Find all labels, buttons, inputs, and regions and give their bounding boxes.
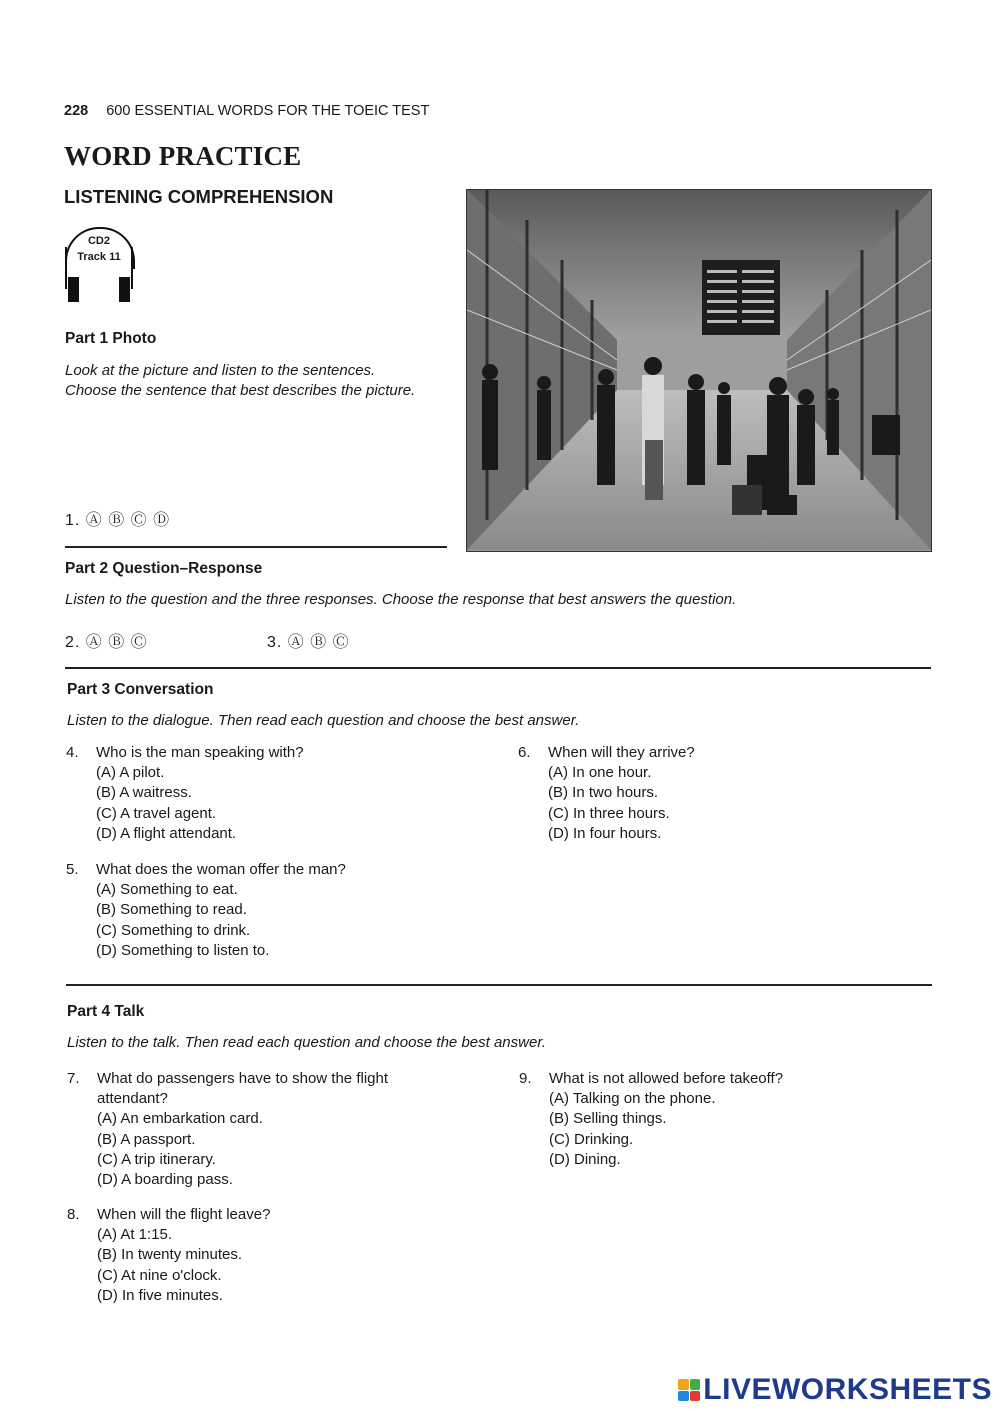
- question-text: Who is the man speaking with?: [96, 744, 304, 761]
- part3-instruction: Listen to the dialogue. Then read each question and choose the best answer.: [67, 712, 580, 729]
- answer-bubbles-q3[interactable]: 3. Ⓐ Ⓑ Ⓒ: [267, 634, 350, 651]
- question-text: What do passengers have to show the flight: [97, 1070, 389, 1087]
- headphones-icon: [63, 227, 137, 307]
- option[interactable]: (B) In two hours.: [548, 784, 659, 802]
- option[interactable]: (D) Dining.: [549, 1150, 621, 1168]
- question-6: 6. When will they arrive? (A) In one hour. (B) In two hours. (C) In three hours. (D) In four hours.: [518, 743, 918, 844]
- part4-instruction: Listen to the talk. Then read each question and choose the best answer.: [67, 1034, 546, 1051]
- divider: [65, 546, 447, 548]
- part1-title: Part 1 Photo: [65, 330, 157, 347]
- question-text: What does the woman offer the man?: [96, 861, 346, 878]
- question-4: 4. Who is the man speaking with? (A) A pilot. (B) A waitress. (C) A travel agent. (D) A flight attendant.: [66, 743, 466, 844]
- question-text: When will the flight leave?: [97, 1206, 271, 1223]
- page-title: WORD PRACTICE: [64, 141, 302, 171]
- option[interactable]: (A) An embarkation card.: [97, 1110, 263, 1128]
- divider: [65, 667, 931, 669]
- part2-title: Part 2 Question–Response: [65, 560, 263, 577]
- answer-bubbles-q1[interactable]: 1. Ⓐ Ⓑ Ⓒ Ⓓ: [65, 512, 171, 529]
- option[interactable]: (D) A boarding pass.: [97, 1171, 233, 1189]
- option[interactable]: (A) Something to eat.: [96, 881, 238, 899]
- option[interactable]: (C) A travel agent.: [96, 804, 217, 822]
- option[interactable]: (C) In three hours.: [548, 804, 670, 822]
- cd-label: CD2: [87, 235, 110, 247]
- answer-bubbles-q2[interactable]: 2. Ⓐ Ⓑ Ⓒ: [65, 634, 148, 651]
- option[interactable]: (D) Something to listen to.: [96, 941, 270, 959]
- option[interactable]: (D) A flight attendant.: [96, 824, 237, 842]
- option[interactable]: (A) A pilot.: [96, 764, 165, 782]
- divider: [66, 984, 932, 986]
- option[interactable]: (A) At 1:15.: [97, 1226, 173, 1244]
- option[interactable]: (A) In one hour.: [548, 764, 652, 782]
- option[interactable]: (B) In twenty minutes.: [97, 1246, 243, 1264]
- option[interactable]: (C) A trip itinerary.: [97, 1150, 216, 1168]
- option[interactable]: (B) A waitress.: [96, 784, 192, 802]
- option[interactable]: (B) Selling things.: [549, 1110, 667, 1128]
- part4-title: Part 4 Talk: [67, 1003, 145, 1020]
- section-subtitle: LISTENING COMPREHENSION: [64, 186, 334, 207]
- option[interactable]: (B) Something to read.: [96, 901, 247, 919]
- option[interactable]: (D) In four hours.: [548, 824, 662, 842]
- question-5: 5. What does the woman offer the man? (A) Something to eat. (B) Something to read. (C) Something to drink. (D) Something to listen to.: [66, 860, 466, 961]
- option[interactable]: (A) Talking on the phone.: [549, 1090, 716, 1108]
- question-text-cont: attendant?: [97, 1090, 168, 1108]
- page-number: 228: [64, 103, 89, 119]
- running-header: [64, 103, 429, 119]
- part1-instruction: Look at the picture and listen to the sentences. Choose the sentence that best describes the picture.: [65, 362, 416, 399]
- option[interactable]: (C) At nine o'clock.: [97, 1266, 222, 1284]
- question-9: 9. What is not allowed before takeoff? (A) Talking on the phone. (B) Selling things. (C) Drinking. (D) Dining.: [519, 1069, 919, 1170]
- liveworksheets-logo[interactable]: [678, 1373, 992, 1407]
- question-8: 8. When will the flight leave? (A) At 1:15. (B) In twenty minutes. (C) At nine o'clock. (D) In five minutes.: [67, 1205, 467, 1306]
- part2-instruction: Listen to the question and the three responses. Choose the response that best answers the question.: [65, 591, 737, 608]
- book-title: 600 ESSENTIAL WORDS FOR THE TOEIC TEST: [106, 103, 430, 119]
- brand-logo-icon: [678, 1379, 700, 1401]
- option[interactable]: (B) A passport.: [97, 1130, 196, 1148]
- part3-title: Part 3 Conversation: [67, 681, 214, 698]
- option[interactable]: (D) In five minutes.: [97, 1286, 223, 1304]
- question-text: What is not allowed before takeoff?: [549, 1070, 784, 1087]
- track-label: Track 11: [77, 251, 121, 263]
- option[interactable]: (C) Something to drink.: [96, 921, 251, 939]
- airport-photo: [466, 189, 932, 552]
- option[interactable]: (C) Drinking.: [549, 1130, 634, 1148]
- question-text: When will they arrive?: [548, 744, 695, 761]
- brand-name: LIVEWORKSHEETS: [703, 1373, 992, 1406]
- question-7: 7. What do passengers have to show the flight attendant? (A) An embarkation card. (B) A passport. (C) A trip itinerary. (D) A boarding pass.: [67, 1069, 467, 1190]
